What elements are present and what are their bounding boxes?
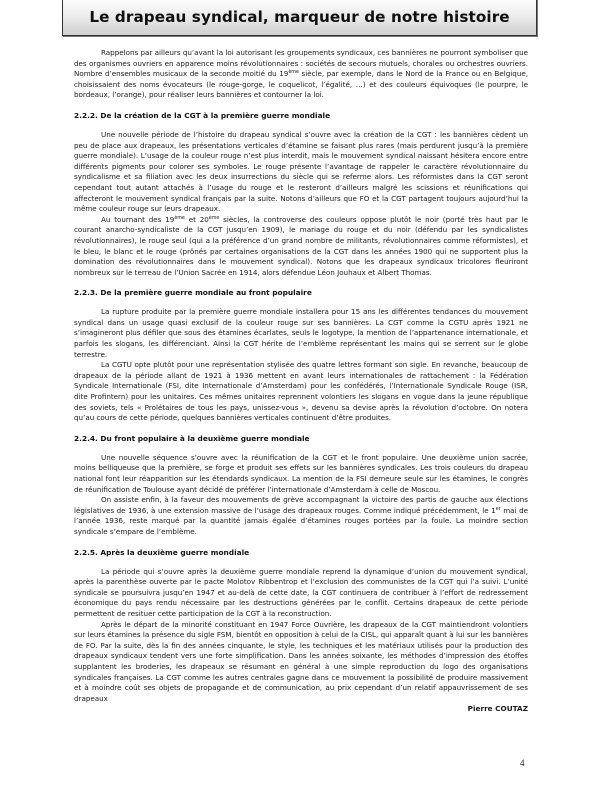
superscript: er <box>495 506 501 512</box>
text-run: Au tournant des 19 <box>101 214 175 224</box>
superscript: ème <box>288 70 299 76</box>
paragraph: La rupture produite par la première guerre mondiale installera pour 15 ans les différentes tendances du mouvement syndical dans un usage quasi exclusif de la couleur rouge sur ses bannières. La CGT comme la CGTU après 1921 ne s’imagineront plus défiler que sous des étamines écarlates, seuls le logotype, la mention de l’appartenance internationale, et parfois les slogans, les différenciant. Ainsi la CGT hérite de l’emblème représentant les mains qui se serrent sur le globe terrestre. <box>74 307 528 359</box>
paragraph: Une nouvelle période de l’histoire du drapeau syndical s’ouvre avec la création de la CGT : les bannières cèdent un peu de place aux drapeaux, les présentations verticales d’étamine se faisant plus rares (mais perdurent jusqu’à la première guerre mondiale). L’usage de la couleur rouge n’est plus interdit, mais le mouvement syndical naissant hésitera encore entre différents pigments pour colorer ses symboles. Le rouge présente l’avantage de rappeler le caractère révolutionnaire du syndicalisme et sa filiation avec les deux insurrections du siècle qui se referme alors. Les réformistes dans la CGT seront cependant tout autant attachés à l’usage du rouge et le resteront d’ailleurs malgré les scissions et réunifications qui affecteront le mouvement syndical français par la suite. Notons d’ailleurs que FO et la CGT partagent toujours aujourd’hui la même couleur rouge sur leurs drapeaux. <box>74 129 528 214</box>
paragraph: Après le départ de la minorité constituant en 1947 Force Ouvrière, les drapeaux de la CGT maintiendront volontiers sur leurs étamines la présence du sigle FSM, bientôt en opposition à celui de la CISL, qui apparaît quant à lui sur les bannières de FO. Par la suite, dès la fin des années cinquante, le style, les techniques et les matériaux utilisés pour la production des drapeaux syndicaux tendent vers une forte simplification. Dans les années soixante, les méthodes d’impression des étoffes supplantent les broderies, les drapeaux se résumant en général à une simple reproduction du logo des organisations syndicales françaises. La CGT comme les autres centrales gagne dans ce mouvement la possibilité de produire massivement et à moindre coût ses objets de propagande et de communication, au prix cependant d’un relatif appauvrissement de ses drapeaux <box>74 619 528 703</box>
paragraph: Une nouvelle séquence s’ouvre avec la réunification de la CGT et le front populaire. Une deuxième union sacrée, moins belliqueuse que la première, se forge et produit ses effets sur les bannières syndicales. Les trois couleurs du drapeau national font leur réapparition sur les étendards syndicaux. La mention de la FSI demeure seule sur les étamines, le congrès de réunification de Toulouse ayant décidé de préférer l’internationale d’Amsterdam à celle de Moscou. <box>74 452 528 494</box>
paragraph: La CGTU opte plutôt pour une représentation stylisée des quatre lettres formant son sigle. En revanche, beaucoup de drapeaux de la période allant de 1921 à 1936 mettent en avant leurs internationales de rattachement : la Fédération Syndicale Internationale (FSI, dite Internationale d’Amsterdam) pour les confédérés, l’Internationale Syndicale Rouge (ISR, dite Profintern) pour les unitaires. Ces mêmes unitaires reprennent volontiers les slogans en vogue dans la jeune république des soviets, tels « Prolétaires de tous les pays, unissez-vous », devenu sa devise après la révolution d’octobre. On notera qu’au cours de cette période, quelques bannières verticales continuent d’être produites. <box>74 360 528 423</box>
article-body <box>74 48 528 713</box>
superscript: ème <box>174 215 185 221</box>
text-run: et 20 <box>184 214 209 224</box>
text-run: On assiste enfin, à la faveur des mouvements de grève accompagnant la victoire des partis de gauche aux élections législatives de 1936, à une extension massive de l’usage des drapeaux rouges. Comme indiqué précédemment, le 1 <box>74 495 528 515</box>
page-number: 4 <box>520 758 525 768</box>
section-heading-2-2-3: 2.2.3. De la première guerre mondiale au front populaire <box>74 288 312 298</box>
superscript: ème <box>208 215 220 221</box>
intro-paragraph <box>74 48 528 101</box>
section-heading-2-2-4: 2.2.4. Du front populaire à la deuxième guerre mondiale <box>74 433 310 443</box>
section-heading-2-2-2: 2.2.2. De la création de la CGT à la première guerre mondiale <box>74 110 331 120</box>
title-box <box>62 0 537 36</box>
paragraph <box>74 215 528 279</box>
text-run: Rappelons par ailleurs qu’avant la loi autorisant les groupements syndicaux, ces bannières ne pourront symboliser que des organismes ouvriers en apparence moins révolutionnaires : sociétés de secours mutuels, chorales ou orchestres ouvriers. Nombre d’ensembles musicaux de la seconde moitié du 19 <box>74 48 528 79</box>
section-heading-2-2-5: 2.2.5. Après la deuxième guerre mondiale <box>74 547 250 557</box>
page-title: Le drapeau syndical, marqueur de notre histoire <box>89 7 510 26</box>
paragraph <box>74 495 528 537</box>
paragraph: La période qui s’ouvre après la deuxième guerre mondiale reprend la dynamique d’union du mouvement syndical, après la parenthèse ouverte par le pacte Molotov Ribbentrop et l’exclusion des communistes de la CGT qui l’a suivi. L’unité syndicale se poursuivra jusqu’en 1947 et au-delà de cette date, la CGT continuera de contribuer à l’effort de redressement économique du pays rendu nécessaire par les destructions générées par le conflit. Certains drapeaux de cette période permettent de resituer cette participation de la CGT à la reconstruction. <box>74 566 528 618</box>
author-signature: Pierre COUTAZ <box>467 704 528 714</box>
text-run: siècle, par exemple, dans le Nord de la France ou en Belgique, choisissaient des noms évocateurs (le rouge-gorge, le coquelicot, l’égalité, …) et des couleurs équivoques (le pourpre, le bordeaux, l’orange), pour réaliser leurs bannières et contourner la loi. <box>74 69 529 100</box>
text-run: siècles, la controverse des couleurs oppose plutôt le noir (porté très haut par le courant anarcho-syndicaliste de la CGT jusqu’en 1909), le mariage du rouge et du noir (défendu par les syndicalistes révolutionnaires), le rouge seul (qui a la préférence d’un grand nombre de militants, révolutionnaires comme réformistes), et le bleu, le blanc et le rouge (prônés par certaines organisations de la CGT dans les années 1900 qui ne supportent plus la domination des révolutionnaires dans le mouvement syndical). Notons que les drapeaux syndicaux tricolores fleuriront nombreux sur le terreau de l’Union Sacrée en 1914, alors défendue Léon Jouhaux et Albert Thomas. <box>74 214 529 277</box>
text-run: mai de l’année 1936, reste marqué par la quantité jamais égalée d’étamines rouges portées par la foule. La moindre section syndicale s’empare de l’emblème. <box>74 505 528 536</box>
